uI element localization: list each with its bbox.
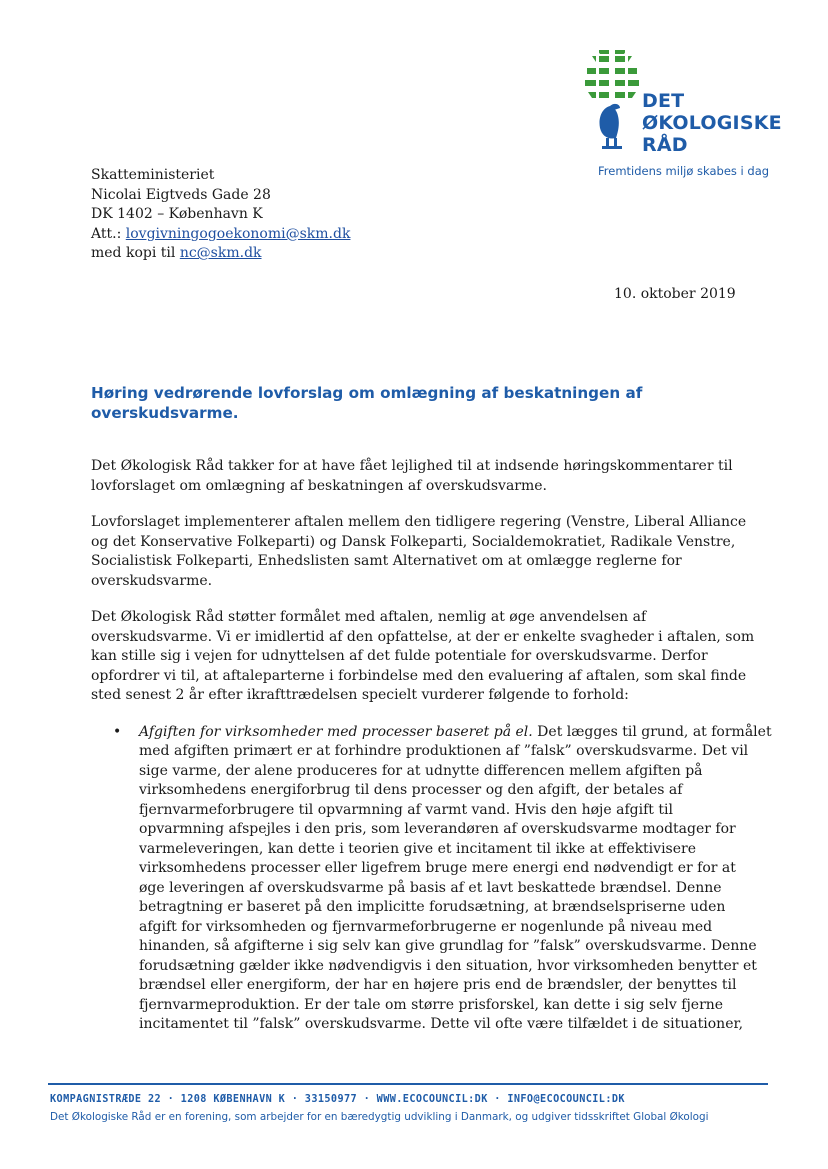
text-line: betragtning er baseret på den implicitte forudsætning, at brændselspriserne uden <box>139 899 726 915</box>
text-line: opvarmning afspejles i den pris, som leverandøren af overskudsvarme modtager for <box>139 821 736 837</box>
letter-body <box>91 457 772 1035</box>
recipient-att <box>91 225 350 245</box>
text-line: fjernvarmeforbrugere til opvarmning af varmt vand. Hvis den høje afgift til <box>139 801 673 818</box>
text-line: forudsætning gælder ikke nødvendigvis i den situation, hvor virksomheden benytter et <box>139 957 757 974</box>
text-line: overskudsvarme. <box>91 572 213 589</box>
footer-divider <box>48 1083 768 1085</box>
recipient-copy <box>91 244 350 264</box>
paragraph-1 <box>91 457 731 496</box>
text-line: opfordrer vi til, at aftaleparterne i forbindelse med den evaluering af aftalen, som skal finde <box>91 667 747 684</box>
copy-email-link[interactable]: nc@skm.dk <box>179 245 262 261</box>
text-line: afgift for virksomheden og fjernvarmeforbrugerne er nogenlunde på niveau med <box>139 918 713 935</box>
bullet-icon: • <box>113 723 122 740</box>
text-line: virksomhedens energiforbrug til dens processer og den afgift, der betales af <box>139 782 683 798</box>
text-line: lovforslaget om omlægning af beskatningen af overskudsvarme. <box>91 477 548 494</box>
logo-line-1: DET <box>642 90 685 112</box>
text-line: virksomhedens processer eller ligefrem bruge mere energi end nødvendigt er for at <box>139 860 736 876</box>
text-line: øge leveringen af overskudsvarme på basis af et lavt beskattede brændsel. Denne <box>139 879 722 896</box>
text-line: kan stille sig i vejen for udnyttelsen af det fulde potentiale for overskudsvarme. Derfor <box>91 648 708 664</box>
text-line: med afgiften primært er at forhindre produktionen af ”falsk” overskudsvarme. Det vil <box>139 743 749 759</box>
paragraph-2 <box>91 513 747 591</box>
logo-line-2: ØKOLOGISKE <box>642 112 782 134</box>
text-line: fjernvarmeproduktion. Er der tale om større prisforskel, kan dette i sig selv fjerne <box>139 996 724 1013</box>
bullet-first-line <box>139 723 772 743</box>
text-line: og det Konservative Folkeparti) og Dansk Folkeparti, Socialdemokratiet, Radikale Venstre, <box>91 533 736 550</box>
text-line: hinanden, så afgifterne i sig selv kan give grundlag for ”falsk” overskudsvarme. Denne <box>139 938 757 954</box>
text-line: sige varme, der alene produceres for at udnytte differencen mellem afgiften på <box>139 762 703 779</box>
letter-heading: Høring vedrørende lovforslag om omlægning af beskatningen af overskudsvarme. <box>91 384 643 422</box>
copy-label: med kopi til <box>91 245 176 261</box>
text-line: Det Økologisk Råd støtter formålet med aftalen, nemlig at øge anvendelsen af <box>91 609 647 625</box>
recipient-address <box>91 166 350 264</box>
recipient-name: Skatteministeriet <box>91 167 215 183</box>
logo-tagline: Fremtidens miljø skabes i dag <box>598 164 770 178</box>
text-line: sted senest 2 år efter ikrafttrædelsen specielt vurderer følgende to forhold: <box>91 687 629 703</box>
bullet-first-rest: Det lægges til grund, at formålet <box>532 723 772 740</box>
footer-description: Det Økologiske Råd er en forening, som arbejder for en bæredygtig udvikling i Danmark, og udgiver tidsskriftet Global Økologi <box>50 1111 709 1123</box>
text-line: Socialistisk Folkeparti, Enhedslisten samt Alternativet om at omlægge reglerne for <box>91 553 682 569</box>
recipient-city: DK 1402 – København K <box>91 206 263 222</box>
recipient-street: Nicolai Eigtveds Gade 28 <box>91 186 271 203</box>
text-line: Det Økologisk Råd takker for at have fået lejlighed til at indsende høringskommentarer til <box>91 458 733 474</box>
att-email-link[interactable]: lovgivningogoekonomi@skm.dk <box>125 225 351 242</box>
text-line: incitamentet til ”falsk” overskudsvarme. Dette vil ofte være tilfældet i de situationer, <box>139 1016 744 1032</box>
letter-date: 10. oktober 2019 <box>614 286 736 302</box>
att-label: Att.: <box>91 225 122 242</box>
bullet-item <box>91 723 772 1035</box>
text-line: Lovforslaget implementerer aftalen mellem den tidligere regering (Venstre, Liberal Alliance <box>91 514 747 530</box>
paragraph-3 <box>91 608 755 706</box>
text-line: brændsel eller energiform, der har en højere pris end de brændsler, der benyttes til <box>139 977 737 993</box>
bullet-lead: Afgiften for virksomheder med processer baseret på el. <box>139 723 533 740</box>
footer-contact: KOMPAGNISTRÆDE 22 · 1208 KØBENHAVN K · 33150977 · WWW.ECOCOUNCIL:DK · INFO@ECOCOUNCIL:DK <box>50 1094 625 1105</box>
logo-wordmark <box>642 90 782 156</box>
logo-line-3: RÅD <box>642 134 688 156</box>
text-line: varmeleveringen, kan dette i teorien give et incitament til ikke at effektivisere <box>139 840 696 857</box>
text-line: overskudsvarme. Vi er imidlertid af den opfattelse, at der er enkelte svagheder i aftalen, som <box>91 628 755 645</box>
